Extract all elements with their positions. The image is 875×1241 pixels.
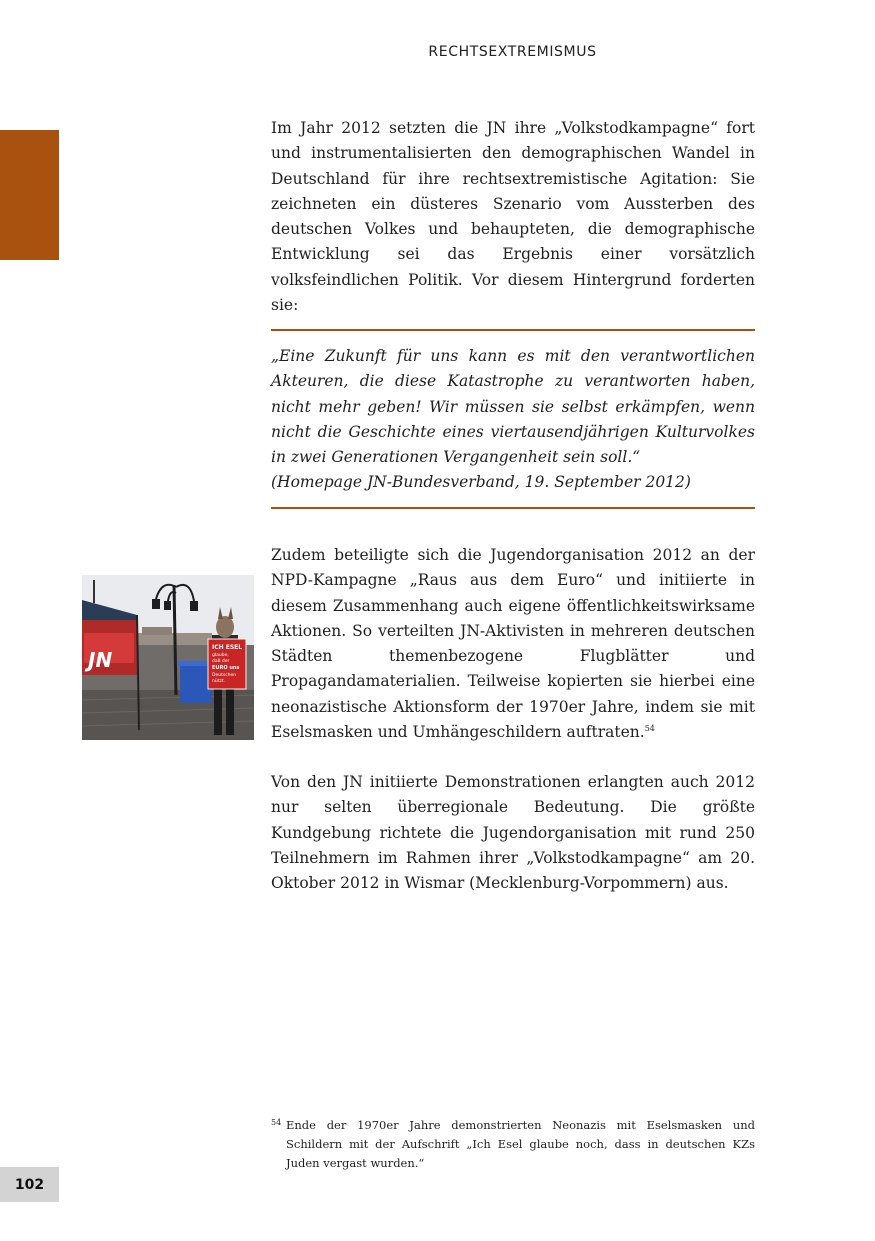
paragraph-euro-campaign-text: Zudem beteiligte sich die Jugendorganisation 2012 an der NPD-Kampagne „Raus aus dem Euro“ und initiierte in diesem Zusammenhang auch eigene öffentlichkeitswirksame Aktionen. So verteilten JN-Aktivisten in mehreren deutschen Städten themenbezogene Flugblätter und Propagandamaterialien. Teilweise kopierten sie hierbei eine neonazistische Aktionsform der 1970er Jahre, indem sie mit Eselsmasken und Umhängeschildern auftraten. bbox=[271, 546, 755, 742]
quote-text: „Eine Zukunft für uns kann es mit den verantwortlichen Akteuren, die diese Katastrophe zu verantworten haben, nicht mehr geben! Wir müssen sie selbst erkämpfen, wenn nicht die Geschichte eines viertausendjährigen Kulturvolkes in zwei Generationen Vergangenheit sein soll.“ bbox=[271, 347, 755, 467]
svg-text:glaube,: glaube, bbox=[212, 653, 229, 658]
demonstration-photo bbox=[82, 575, 254, 740]
svg-text:daß der: daß der bbox=[212, 659, 230, 664]
quote-source: (Homepage JN-Bundesverband, 19. September 2012) bbox=[271, 473, 691, 492]
running-header: RECHTSEXTREMISMUS bbox=[428, 44, 597, 60]
svg-text:ICH ESEL: ICH ESEL bbox=[212, 644, 243, 651]
footnote-number: 54 bbox=[271, 1118, 282, 1127]
chapter-tab-marker bbox=[0, 130, 59, 260]
svg-text:EURO uns: EURO uns bbox=[212, 665, 240, 671]
banner-text: JN bbox=[88, 648, 113, 672]
paragraph-demonstrations: Von den JN initiierte Demonstrationen erlangten auch 2012 nur selten überregionale Bedeutung. Die größte Kundgebung richtete die Jugendorganisation mit rund 250 Teilnehmern im Rahmen ihrer „Volkstodkampagne“ am 20. Oktober 2012 in Wismar (Mecklenburg-Vorpommern) aus. bbox=[271, 773, 755, 893]
footnote-text: Ende der 1970er Jahre demonstrierten Neonazis mit Eselsmasken und Schildern mit der Aufschrift „Ich Esel glaube noch, dass in deutschen KZs Juden vergast wurden.“ bbox=[286, 1118, 755, 1170]
page-number: 102 bbox=[0, 1167, 59, 1202]
footnote bbox=[271, 1116, 755, 1173]
paragraph-euro-campaign bbox=[271, 543, 755, 745]
footnote-ref[interactable]: 54 bbox=[644, 723, 655, 733]
svg-text:Deutschen: Deutschen bbox=[212, 673, 237, 678]
svg-text:nützt.: nützt. bbox=[212, 679, 226, 684]
paragraph-intro: Im Jahr 2012 setzten die JN ihre „Volkstodkampagne“ fort und instrumentalisierten den demographischen Wandel in Deutschland für ihre rechtsextremistische Agitation: Sie zeichneten ein düsteres Szenario vom Aussterben des deutschen Volkes und behaupteten, die demographische Entwicklung sei das Ergebnis einer vorsätzlich volksfeindlichen Politik. Vor diesem Hintergrund forderten sie: bbox=[271, 119, 755, 315]
quote-block bbox=[271, 329, 755, 509]
